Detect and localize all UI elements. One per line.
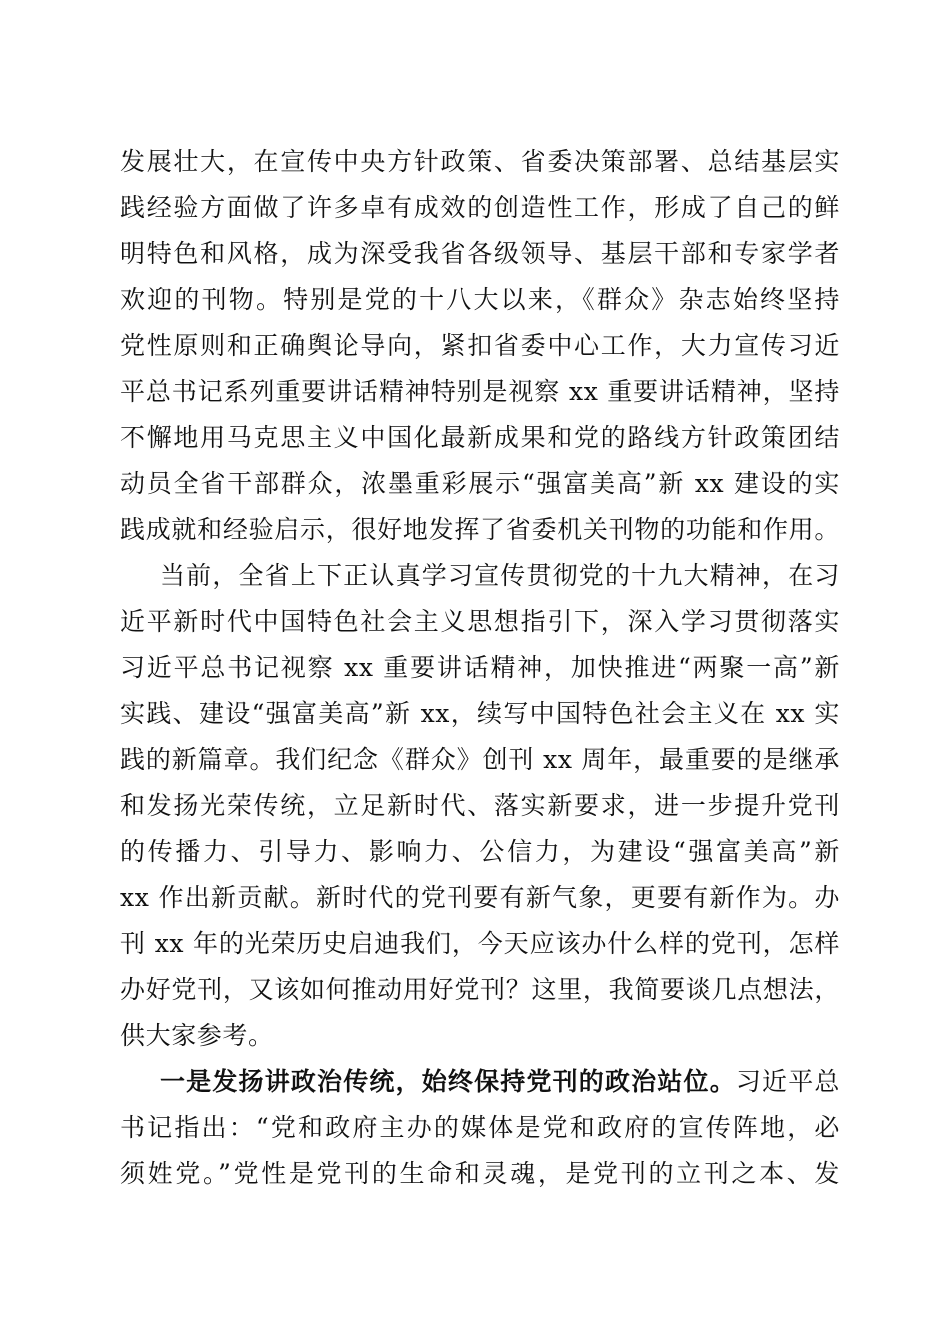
paragraph-1-line-2: 践经验方面做了许多卓有成效的创造性工作，形成了自己的鲜 — [120, 193, 840, 222]
paragraph-2-line-4: 实践、建设“强富美高”新 xx，续写中国特色社会主义在 xx 实 — [120, 699, 840, 728]
paragraph-2-line-11: 供大家参考。 — [120, 1021, 274, 1050]
paragraph-2-line-7: 的传播力、引导力、影响力、公信力，为建设“强富美高”新 — [120, 837, 840, 866]
paragraph-3-line-3: 须姓党。”党性是党刊的生命和灵魂，是党刊的立刊之本、发 — [120, 1159, 840, 1188]
paragraph-1-line-1: 发展壮大，在宣传中央方针政策、省委决策部署、总结基层实 — [120, 147, 840, 176]
paragraph-2-line-5: 践的新篇章。我们纪念《群众》创刊 xx 周年，最重要的是继承 — [120, 745, 840, 774]
paragraph-1-line-5: 党性原则和正确舆论导向，紧扣省委中心工作，大力宣传习近 — [120, 331, 840, 360]
paragraph-3-heading-tail: 习近平总 — [735, 1067, 841, 1096]
paragraph-1-line-3: 明特色和风格，成为深受我省各级领导、基层干部和专家学者 — [120, 239, 840, 268]
paragraph-1-line-8: 动员全省干部群众，浓墨重彩展示“强富美高”新 xx 建设的实 — [120, 469, 840, 498]
paragraph-2-line-3: 习近平总书记视察 xx 重要讲话精神，加快推进“两聚一高”新 — [120, 653, 840, 682]
paragraph-2-line-10: 办好党刊，又该如何推动用好党刊？这里，我简要谈几点想法， — [120, 975, 840, 1004]
paragraph-1-line-4: 欢迎的刊物。特别是党的十八大以来，《群众》杂志始终坚持 — [120, 285, 840, 314]
paragraph-3-line-1 — [160, 1060, 840, 1104]
paragraph-2-line-8: xx 作出新贡献。新时代的党刊要有新气象，更要有新作为。办 — [120, 883, 840, 912]
paragraph-3-heading: 一是发扬讲政治传统，始终保持党刊的政治站位。 — [160, 1067, 736, 1096]
paragraph-2-line-1: 当前，全省上下正认真学习宣传贯彻党的十九大精神，在习 — [160, 561, 840, 590]
paragraph-2-line-9: 刊 xx 年的光荣历史启迪我们，今天应该办什么样的党刊，怎样 — [120, 929, 840, 958]
paragraph-1-line-6: 平总书记系列重要讲话精神特别是视察 xx 重要讲话精神，坚持 — [120, 377, 840, 406]
paragraph-2-line-6: 和发扬光荣传统，立足新时代、落实新要求，进一步提升党刊 — [120, 791, 840, 820]
paragraph-3-line-2: 书记指出：“党和政府主办的媒体是党和政府的宣传阵地，必 — [120, 1113, 840, 1142]
paragraph-1-line-9: 践成就和经验启示，很好地发挥了省委机关刊物的功能和作用。 — [120, 515, 840, 544]
paragraph-2-line-2: 近平新时代中国特色社会主义思想指引下，深入学习贯彻落实 — [120, 607, 840, 636]
paragraph-1-line-7: 不懈地用马克思主义中国化最新成果和党的路线方针政策团结 — [120, 423, 840, 452]
